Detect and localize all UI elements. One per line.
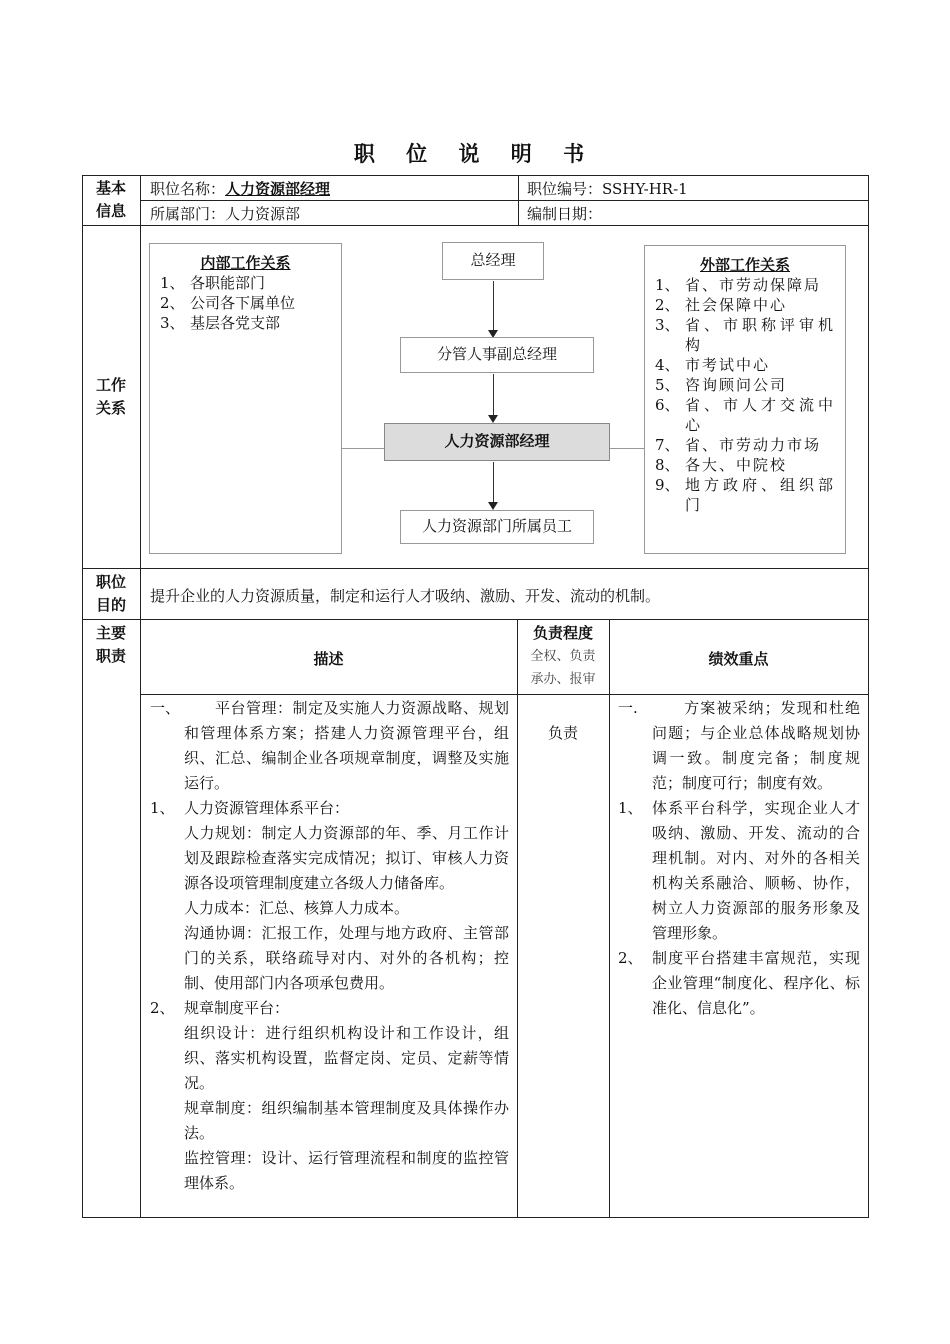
item-text: 公司各下属单位 xyxy=(190,294,296,312)
purpose-text: 提升企业的人力资源质量，制定和运行人才吸纳、激励、开发、流动的机制。 xyxy=(150,587,661,605)
item-text: 社会保障中心 xyxy=(685,296,788,314)
external-relations-list xyxy=(645,275,845,515)
internal-relations-list xyxy=(150,273,341,333)
table-border-left xyxy=(82,175,83,1218)
duty-text: 规章制度平台： xyxy=(184,999,290,1017)
org-box-vice-manager: 分管人事副总经理 xyxy=(400,337,594,373)
row-divider-relations xyxy=(82,225,869,226)
position-code: 职位编号：SSHY-HR-1 xyxy=(527,180,688,198)
compile-date: 编制日期： xyxy=(527,205,603,223)
duties-label: 主要 职责 xyxy=(95,624,126,665)
org-box-hr-manager: 人力资源部经理 xyxy=(384,423,610,461)
item-number: 6、 xyxy=(655,396,680,414)
duty-subitem: 规章制度：组织编制基本管理制度及具体操作办法。 xyxy=(184,1099,509,1142)
label-column-divider xyxy=(140,175,141,1218)
arrow-down-icon xyxy=(493,374,494,416)
duty-text: 方案被采纳；发现和杜绝问题；与企业总体战略规划协调一致。制度完备；制度规范；制度可行；制度有效。 xyxy=(652,699,860,792)
item-text: 各大、中院校 xyxy=(685,456,788,474)
duty-subitem: 人力成本：汇总、核算人力成本。 xyxy=(184,899,410,917)
item-number: 4、 xyxy=(655,356,680,374)
item-text: 省、市职称评审机构 xyxy=(685,316,835,354)
arrow-down-icon xyxy=(493,281,494,331)
item-text: 各职能部门 xyxy=(190,274,266,292)
purpose-label: 职位 目的 xyxy=(95,573,126,614)
item-text: 地方政府、组织部门 xyxy=(685,476,835,514)
duty-subitem: 人力规划：制定人力资源部的年、季、月工作计划及跟踪检查落实完成情况；拟订、审核人力资源各设项管理制度建立各级人力储备库。 xyxy=(184,824,509,892)
position-name: 职位名称：人力资源部经理 xyxy=(150,180,331,198)
document-title: 职 位 说 明 书 xyxy=(353,141,597,166)
column-header-responsibility: 负责程度 全权、负责 承办、报审 xyxy=(530,624,596,687)
row-divider-purpose xyxy=(82,568,869,569)
item-number: 1、 xyxy=(655,276,680,294)
duty-item xyxy=(618,946,860,1021)
list-item xyxy=(655,395,835,435)
item-number: 3、 xyxy=(655,316,680,334)
duty-text: 平台管理：制定及实施人力资源战略、规划和管理体系方案；搭建人力资源管理平台，组织、汇总、编制企业各项规章制度，调整及实施运行。 xyxy=(184,699,509,792)
list-item xyxy=(655,475,835,515)
list-item xyxy=(655,275,835,295)
org-box-staff: 人力资源部门所属员工 xyxy=(400,510,594,544)
item-number: 5、 xyxy=(655,376,680,394)
table-border-top xyxy=(82,175,869,176)
duty-number: 1、 xyxy=(150,799,175,817)
duties-desc-divider xyxy=(517,619,518,1218)
duty-number: 2、 xyxy=(618,949,643,967)
basic-column-divider xyxy=(518,175,519,226)
basic-divider xyxy=(140,200,869,201)
item-text: 省、市劳动保障局 xyxy=(685,276,822,294)
duty-number: 2、 xyxy=(150,999,175,1017)
list-item xyxy=(160,293,331,313)
connector-internal xyxy=(342,448,384,449)
item-text: 省、市劳动力市场 xyxy=(685,436,822,454)
responsibility-value: 负责 xyxy=(547,724,578,742)
duties-header-divider xyxy=(140,694,869,695)
item-number: 1、 xyxy=(160,274,185,292)
item-number: 3、 xyxy=(160,314,185,332)
column-header-description: 描述 xyxy=(313,650,344,668)
duty-item xyxy=(618,696,860,796)
duty-subitem: 监控管理：设计、运行管理流程和制度的监控管理体系。 xyxy=(184,1149,509,1192)
internal-relations-panel xyxy=(149,243,342,554)
duty-number: 一、 xyxy=(150,699,181,717)
item-number: 7、 xyxy=(655,436,680,454)
item-number: 2、 xyxy=(160,294,185,312)
internal-relations-title: 内部工作关系 xyxy=(200,254,291,272)
list-item xyxy=(655,315,835,355)
item-number: 8、 xyxy=(655,456,680,474)
list-item xyxy=(655,295,835,315)
item-text: 省、市人才交流中心 xyxy=(685,396,835,434)
org-box-general-manager: 总经理 xyxy=(442,242,544,280)
arrow-down-icon xyxy=(493,462,494,503)
connector-external xyxy=(610,448,644,449)
external-relations-title: 外部工作关系 xyxy=(699,256,790,274)
duty-text: 体系平台科学，实现企业人才吸纳、激励、开发、流动的合理机制。对内、对外的各相关机构关系融洽、顺畅、协作，树立人力资源部的服务形象及管理形象。 xyxy=(652,799,860,942)
duty-item xyxy=(150,696,509,796)
duty-subitem: 组织设计：进行组织机构设计和工作设计，组织、落实机构设置，监督定岗、定员、定薪等情况。 xyxy=(184,1024,509,1092)
item-text: 市考试中心 xyxy=(685,356,771,374)
relations-label: 工作 关系 xyxy=(95,376,126,417)
table-border-right xyxy=(868,175,869,1218)
external-relations-panel xyxy=(644,245,846,554)
duty-number: 一. xyxy=(618,699,638,717)
duty-item xyxy=(150,796,509,821)
table-border-bottom xyxy=(82,1217,869,1218)
item-number: 9、 xyxy=(655,476,680,494)
list-item xyxy=(160,313,331,333)
duty-item xyxy=(618,796,860,946)
list-item xyxy=(160,273,331,293)
item-number: 2、 xyxy=(655,296,680,314)
duty-number: 1、 xyxy=(618,799,643,817)
duties-resp-divider xyxy=(609,619,610,1218)
list-item xyxy=(655,375,835,395)
department: 所属部门：人力资源部 xyxy=(150,205,301,223)
duty-subitem: 沟通协调：汇报工作，处理与地方政府、主管部门的关系，联络疏导对内、对外的各机构；控制、使用部门内各项承包费用。 xyxy=(184,924,509,992)
list-item xyxy=(655,455,835,475)
item-text: 咨询顾问公司 xyxy=(685,376,788,394)
duties-performance xyxy=(618,696,860,1021)
list-item xyxy=(655,355,835,375)
duty-text: 人力资源管理体系平台： xyxy=(184,799,350,817)
duty-text: 制度平台搭建丰富规范，实现企业管理“制度化、程序化、标准化、信息化”。 xyxy=(652,949,860,1017)
list-item xyxy=(655,435,835,455)
column-header-performance: 绩效重点 xyxy=(708,650,769,668)
item-text: 基层各党支部 xyxy=(190,314,281,332)
basic-info-label: 基本 信息 xyxy=(95,179,126,220)
duties-description xyxy=(150,696,509,1196)
duty-item xyxy=(150,996,509,1021)
row-divider-duties xyxy=(82,619,869,620)
